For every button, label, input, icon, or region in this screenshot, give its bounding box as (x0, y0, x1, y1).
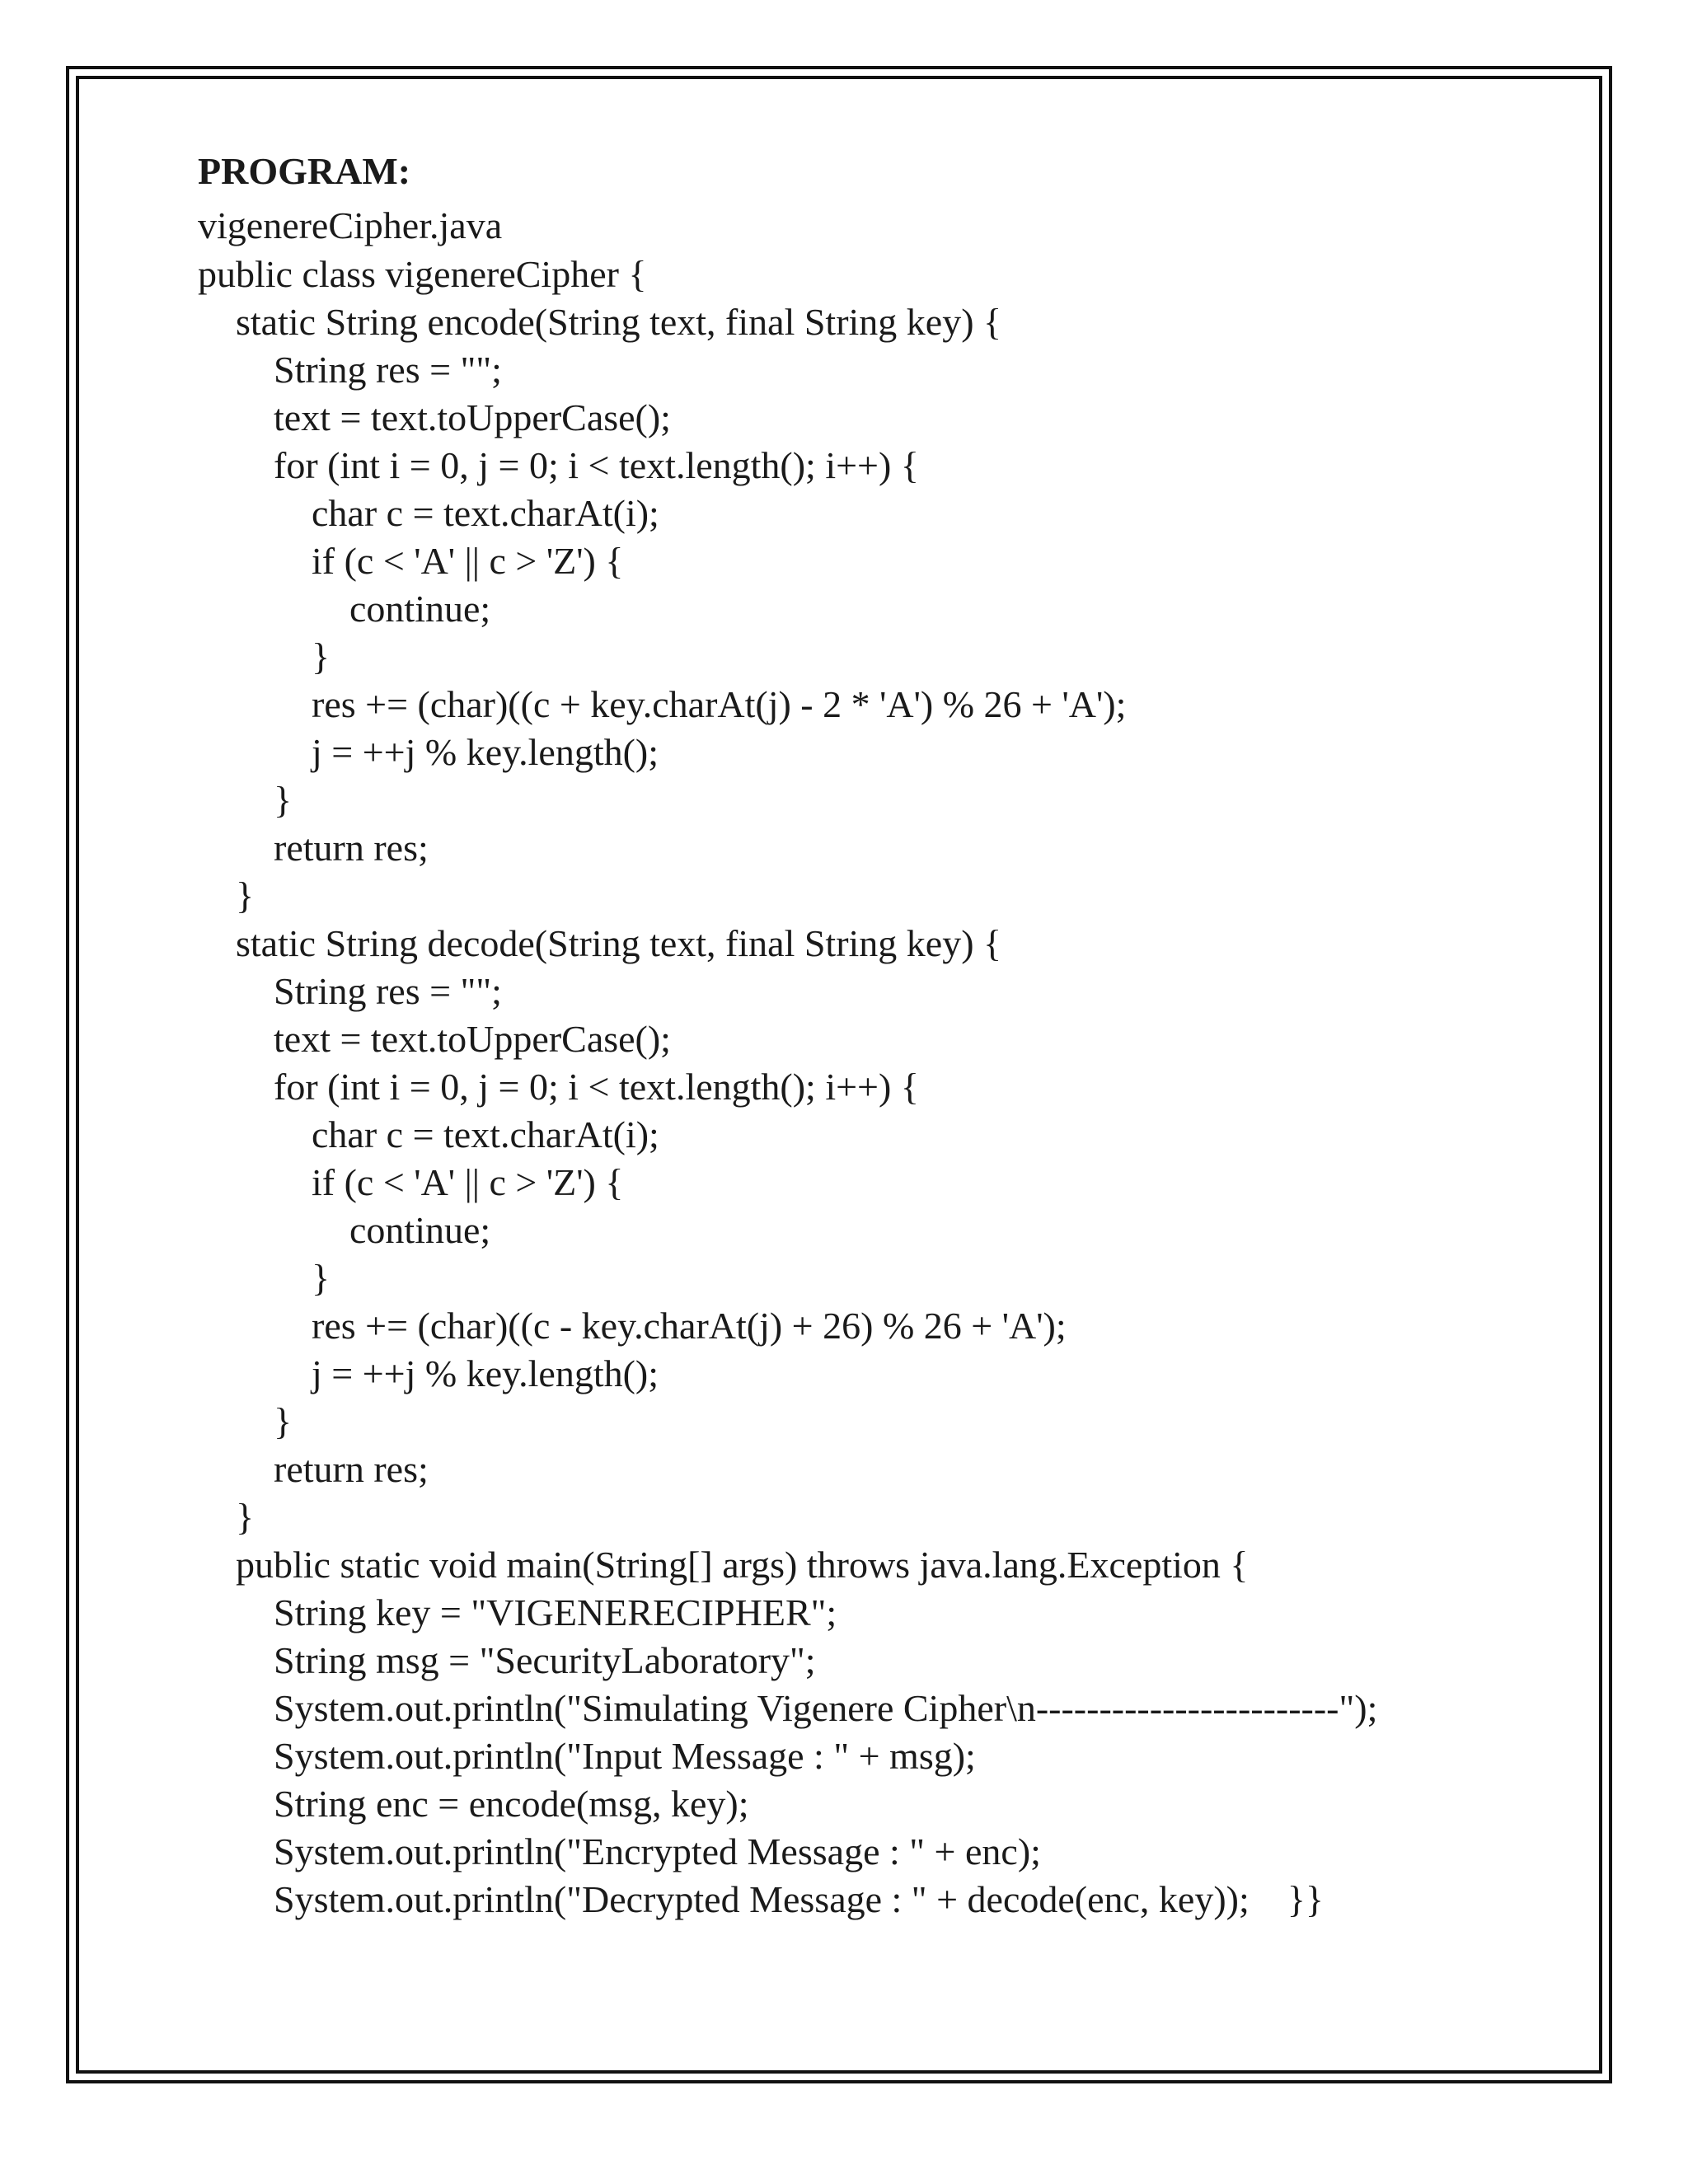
code-line: if (c < 'A' || c > 'Z') { (312, 540, 624, 582)
code-line: public class vigenereCipher { (198, 253, 647, 295)
code-line: } (312, 635, 331, 677)
code-line: j = ++j % key.length(); (312, 1352, 659, 1394)
code-line: } (312, 1257, 331, 1299)
code-line: for (int i = 0, j = 0; i < text.length(); i++) { (274, 444, 919, 486)
code-line: } (274, 779, 293, 821)
code-line: } (274, 1400, 293, 1442)
code-line: static String decode(String text, final String key) { (236, 922, 1002, 964)
code-line: String key = "VIGENERECIPHER"; (274, 1591, 837, 1633)
code-line: char c = text.charAt(i); (312, 492, 659, 534)
code-line: if (c < 'A' || c > 'Z') { (312, 1161, 624, 1203)
code-line: res += (char)((c - key.charAt(j) + 26) % 26 + 'A'); (312, 1305, 1067, 1347)
code-line: for (int i = 0, j = 0; i < text.length(); i++) { (274, 1066, 919, 1108)
code-line: System.out.println("Encrypted Message : " + enc); (274, 1830, 1041, 1872)
code-line: System.out.println("Simulating Vigenere Cipher\n------------------------"); (274, 1687, 1378, 1729)
code-line: text = text.toUpperCase(); (274, 396, 671, 438)
code-line: return res; (274, 827, 429, 869)
code-line: String enc = encode(msg, key); (274, 1783, 749, 1825)
code-line: continue; (349, 1209, 491, 1251)
document-content (198, 147, 1533, 1924)
section-heading: PROGRAM: (198, 150, 411, 192)
code-line: res += (char)((c + key.charAt(j) - 2 * 'A') % 26 + 'A'); (312, 683, 1127, 725)
code-line: continue; (349, 588, 491, 630)
code-block (198, 251, 1533, 1924)
code-line: text = text.toUpperCase(); (274, 1018, 671, 1060)
code-line: } (236, 1496, 255, 1538)
code-line: char c = text.charAt(i); (312, 1113, 659, 1155)
code-line: public static void main(String[] args) throws java.lang.Exception { (236, 1544, 1249, 1586)
code-line: String msg = "SecurityLaboratory"; (274, 1639, 816, 1681)
code-line: String res = ""; (274, 349, 502, 391)
code-line: static String encode(String text, final String key) { (236, 301, 1002, 343)
code-line: return res; (274, 1448, 429, 1490)
code-line: String res = ""; (274, 970, 502, 1012)
code-line: System.out.println("Input Message : " + msg); (274, 1735, 976, 1777)
code-line: } (236, 874, 255, 916)
file-name: vigenereCipher.java (198, 204, 503, 246)
code-line: System.out.println("Decrypted Message : " + decode(enc, key)); }} (274, 1878, 1324, 1920)
code-line: j = ++j % key.length(); (312, 731, 659, 773)
